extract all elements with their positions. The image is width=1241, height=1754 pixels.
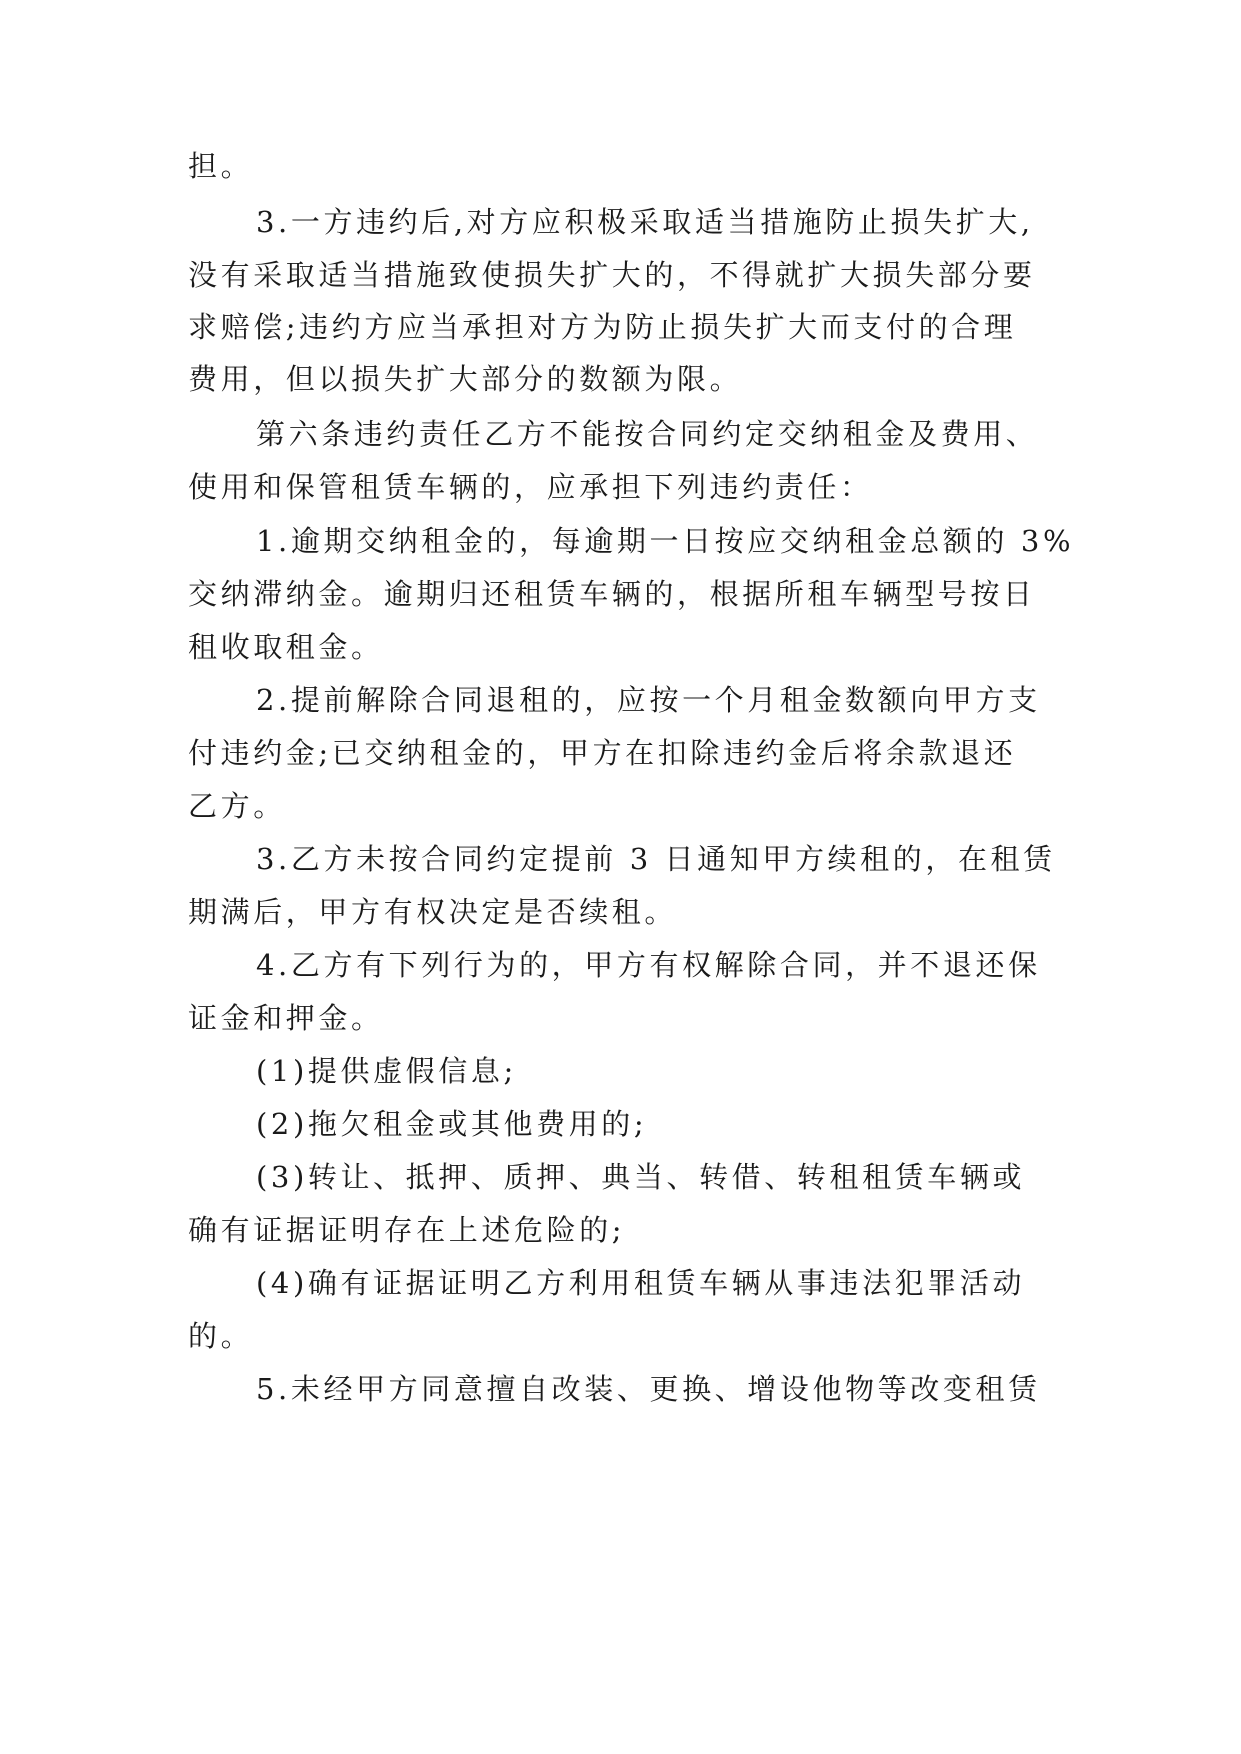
text-line: 5.未经甲方同意擅自改装、更换、增设他物等改变租赁 (256, 1372, 1041, 1406)
text-line: (1)提供虚假信息; (256, 1054, 517, 1088)
text-line: 确有证据证明存在上述危险的; (188, 1213, 626, 1247)
text-line: 1.逾期交纳租金的，每逾期一日按应交纳租金总额的 3% (256, 524, 1075, 558)
text-line: 付违约金;已交纳租金的，甲方在扣除违约金后将余款退还 (188, 736, 1017, 770)
text-line: 使用和保管租赁车辆的，应承担下列违约责任： (188, 470, 873, 504)
text-line: 租收取租金。 (188, 630, 384, 664)
text-line: (3)转让、抵押、质押、典当、转借、转租租赁车辆或 (256, 1160, 1026, 1194)
text-line: (4)确有证据证明乙方利用租赁车辆从事违法犯罪活动 (256, 1266, 1026, 1300)
text-line: 乙方。 (188, 789, 286, 823)
text-line: 费用，但以损失扩大部分的数额为限。 (188, 362, 743, 396)
text-line: 求赔偿;违约方应当承担对方为防止损失扩大而支付的合理 (188, 310, 1017, 344)
text-line: 第六条违约责任乙方不能按合同约定交纳租金及费用、 (256, 417, 1039, 451)
text-line: (2)拖欠租金或其他费用的; (256, 1107, 648, 1141)
text-line: 担。 (188, 149, 254, 183)
text-line: 交纳滞纳金。逾期归还租赁车辆的，根据所租车辆型号按日 (188, 577, 1036, 611)
text-line: 3.一方违约后,对方应积极采取适当措施防止损失扩大, (256, 205, 1034, 239)
text-line: 证金和押金。 (188, 1001, 384, 1035)
text-line: 的。 (188, 1319, 254, 1353)
text-line: 3.乙方未按合同约定提前 3 日通知甲方续租的，在租赁 (256, 842, 1056, 876)
text-line: 期满后，甲方有权决定是否续租。 (188, 895, 678, 929)
text-line: 没有采取适当措施致使损失扩大的，不得就扩大损失部分要 (188, 258, 1036, 292)
text-line: 2.提前解除合同退租的，应按一个月租金数额向甲方支 (256, 683, 1041, 717)
text-line: 4.乙方有下列行为的，甲方有权解除合同，并不退还保 (256, 948, 1041, 982)
